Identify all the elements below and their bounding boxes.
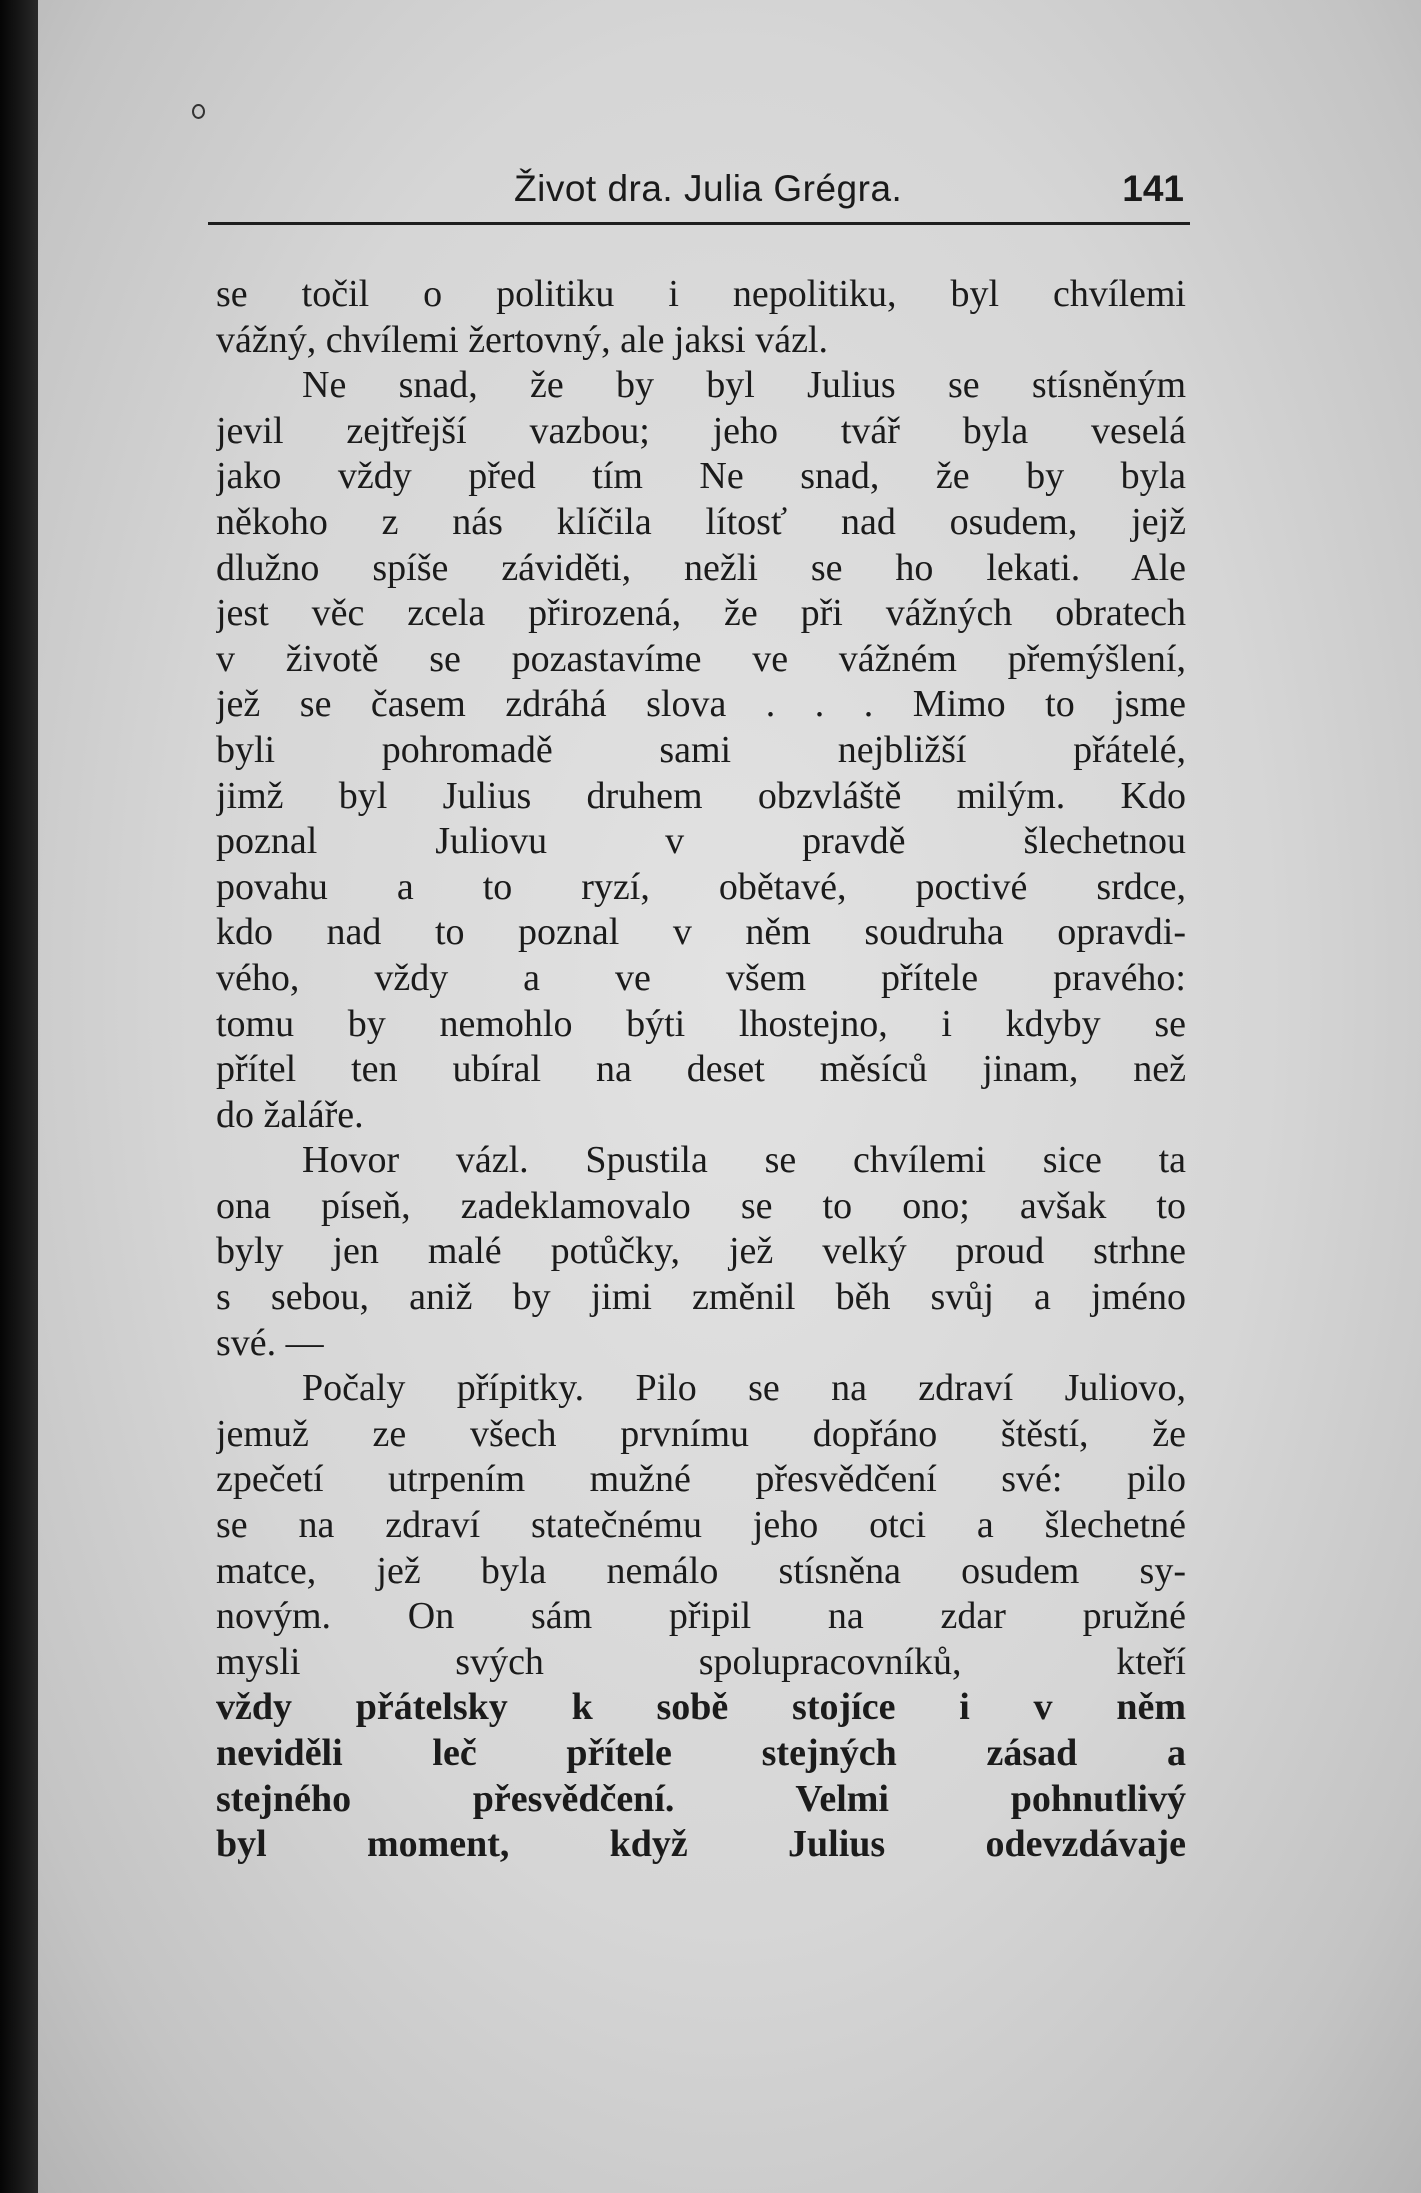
text-line: se na zdraví statečnému jeho otci a šlechetné (216, 1504, 1186, 1547)
text-line: vždy přátelsky k sobě stojíce i v něm (216, 1686, 1186, 1729)
text-line: vážný, chvílemi žertovný, ale jaksi vázl. (216, 318, 828, 361)
binding-hole-mark (192, 104, 205, 119)
text-line: přítel ten ubíral na deset měsíců jinam, než (216, 1048, 1186, 1091)
text-line: byly jen malé potůčky, jež velký proud strhne (216, 1230, 1186, 1273)
text-line: ona píseň, zadeklamovalo se to ono; avšak to (216, 1184, 1186, 1227)
book-page (38, 0, 1421, 2193)
body-text (216, 272, 1186, 1868)
text-line: byl moment, když Julius odevzdávaje (216, 1823, 1186, 1866)
text-line: novým. On sám připil na zdar pružné (216, 1595, 1186, 1638)
text-line: Ne snad, že by byl Julius se stísněným (302, 364, 1186, 407)
text-line: byli pohromadě sami nejbližší přátelé, (216, 728, 1186, 771)
page-number: 141 (1122, 168, 1184, 209)
text-line: jevil zejtřejší vazbou; jeho tvář byla veselá (216, 409, 1186, 452)
running-title: Život dra. Julia Grégra. (514, 168, 903, 209)
text-line: dlužno spíše záviděti, nežli se ho lekati. Ale (216, 546, 1186, 589)
text-line: povahu a to ryzí, obětavé, poctivé srdce, (216, 865, 1186, 908)
text-line: jimž byl Julius druhem obzvláště milým. Kdo (216, 774, 1186, 817)
text-line: matce, jež byla nemálo stísněna osudem sy- (216, 1549, 1186, 1592)
text-line: se točil o politiku i nepolitiku, byl chvílemi (216, 273, 1186, 315)
text-line: jest věc zcela přirozená, že při vážných obratech (216, 592, 1186, 635)
text-line: jež se časem zdráhá slova . . . Mimo to jsme (216, 683, 1186, 726)
text-line: poznal Juliovu v pravdě šlechetnou (216, 820, 1186, 863)
text-line: neviděli leč přítele stejných zásad a (216, 1732, 1186, 1774)
text-line: kdo nad to poznal v něm soudruha opravdi- (216, 911, 1186, 954)
text-line: Počaly přípitky. Pilo se na zdraví Juliovo, (302, 1367, 1186, 1410)
text-line: jemuž ze všech prvnímu dopřáno štěstí, že (216, 1412, 1186, 1455)
text-line: s sebou, aniž by jimi změnil běh svůj a jméno (216, 1276, 1186, 1319)
text-line: mysli svých spolupracovníků, kteří (216, 1640, 1186, 1683)
text-line: své. — (216, 1321, 324, 1364)
text-line: tomu by nemohlo býti lhostejno, i kdyby se (216, 1002, 1186, 1045)
text-line: jako vždy před tím Ne snad, že by byla (216, 455, 1186, 498)
text-line: vého, vždy a ve všem přítele pravého: (216, 956, 1186, 999)
text-line: někoho z nás klíčila lítosť nad osudem, jejž (216, 500, 1186, 543)
text-line: zpečetí utrpením mužné přesvědčení své: pilo (216, 1458, 1186, 1501)
text-line: v životě se pozastavíme ve vážném přemýšlení, (216, 637, 1186, 680)
scan-border (0, 0, 38, 2193)
text-line: Hovor vázl. Spustila se chvílemi sice ta (302, 1139, 1186, 1182)
text-line: do žaláře. (216, 1093, 364, 1136)
text-line: stejného přesvědčení. Velmi pohnutlivý (216, 1777, 1186, 1820)
page-header (208, 164, 1190, 225)
